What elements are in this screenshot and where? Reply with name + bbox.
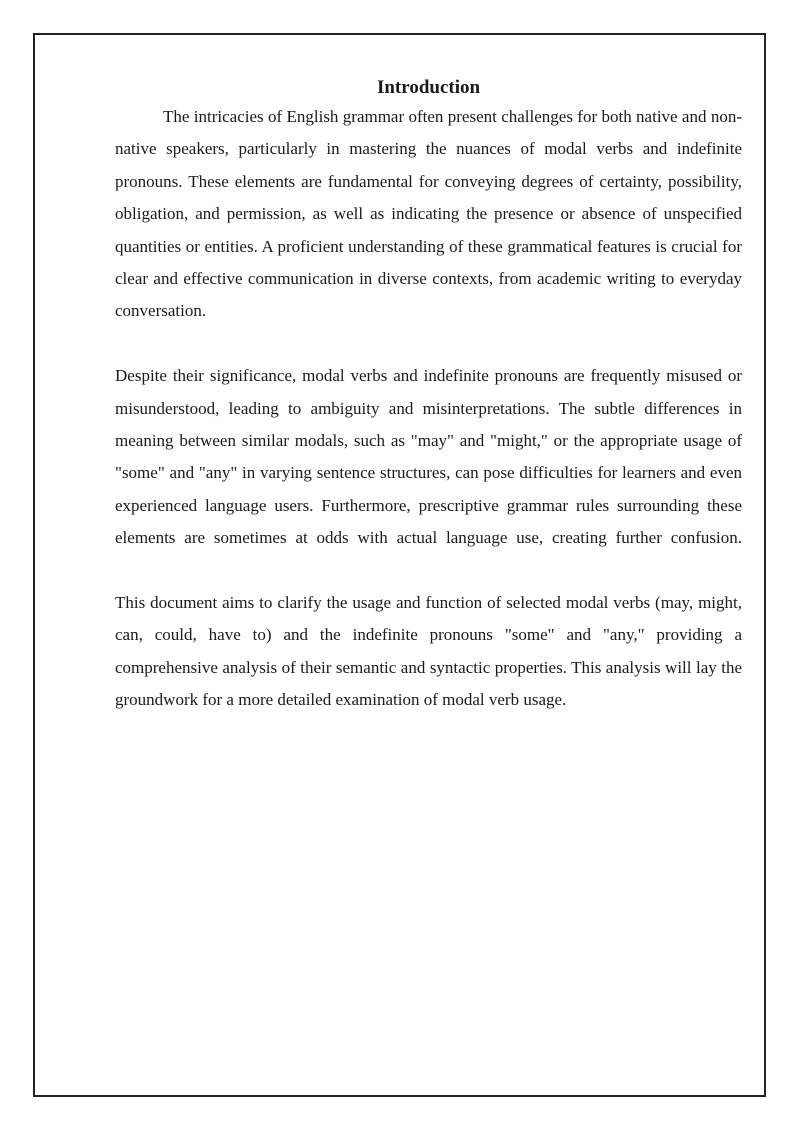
- section-title: Introduction: [376, 77, 481, 98]
- paragraph-gap: [115, 328, 742, 360]
- paragraph-misuse: Despite their significance, modal verbs and indefinite pronouns are frequently misused or misunderstood, leading to ambiguity and misinterpretations. The subtle differences in meaning between similar modals, such as "may" and "might," or the appropriate usage of "some" and "any" in varying sentence structures, can pose difficulties for learners and even experienced language users. Furthermore, prescriptive grammar rules surrounding these elements are sometimes at odds with actual language use, creating further confusion.: [115, 366, 742, 548]
- paragraph-intro: The intricacies of English grammar often present challenges for both native and non-native speakers, particularly in mastering the nuances of modal verbs and indefinite pronouns. These elements are fundamental for conveying degrees of certainty, possibility, obligation, and permission, as well as indicating the presence or absence of unspecified quantities or entities. A proficient understanding of these grammatical features is crucial for clear and effective communication in diverse contexts, from academic writing to everyday conversation.: [115, 107, 742, 321]
- paragraph-gap: [115, 555, 742, 587]
- paragraph-aim: This document aims to clarify the usage and function of selected modal verbs (may, might, can, could, have to) and the indefinite pronouns "some" and "any," providing a comprehensive analysis of their semantic and syntactic properties. This analysis will lay the groundwork for a more detailed examination of modal verb usage.: [115, 593, 742, 710]
- document-body: [115, 76, 742, 717]
